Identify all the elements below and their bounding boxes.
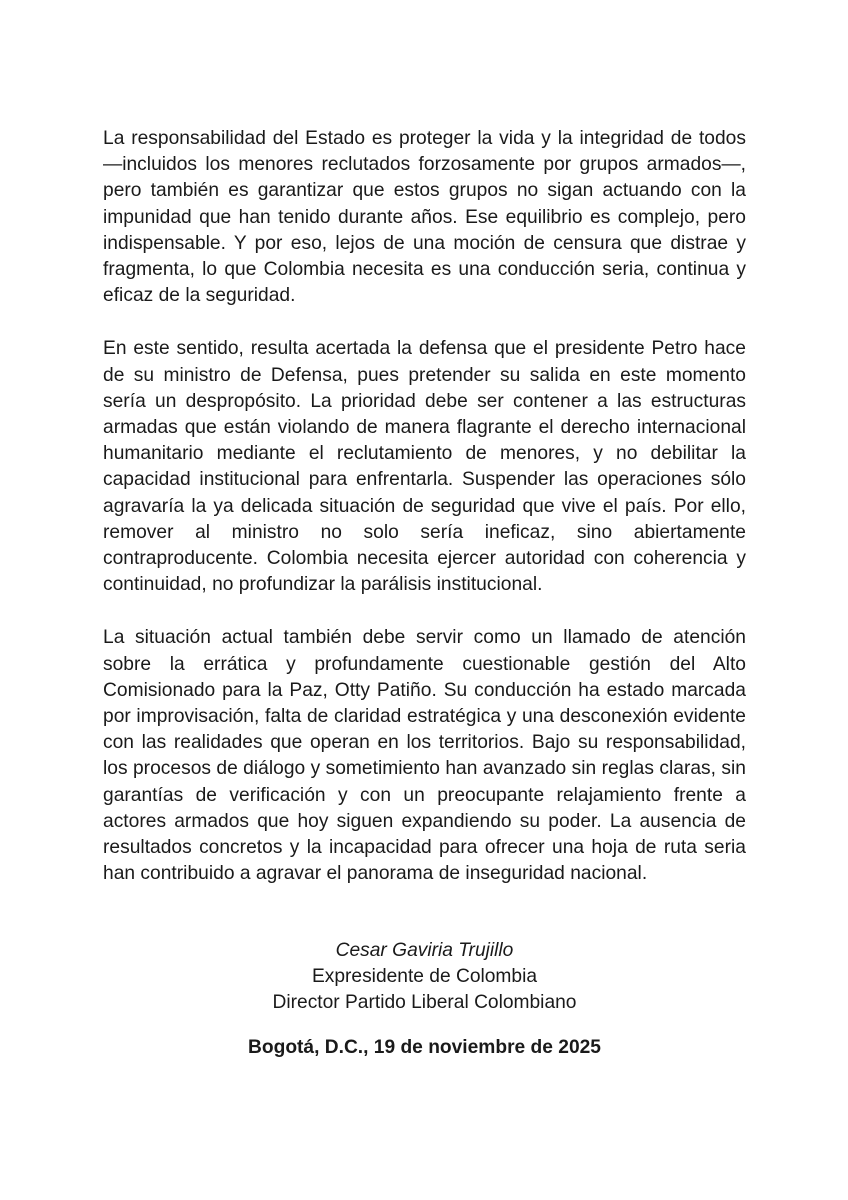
place-and-date: Bogotá, D.C., 19 de noviembre de 2025 bbox=[248, 1037, 601, 1058]
document-body bbox=[103, 126, 746, 914]
paragraph-3: La situación actual también debe servir como un llamado de atención sobre la errática y profundamente cuestionable gestión del Alto Comisionado para la Paz, Otty Patiño. Su conducción ha estado marcada por improvisación, falta de claridad estratégica y una desconexión evidente con las realidades que operan en los territorios. Bajo su responsabilidad, los procesos de diálogo y sometimiento han avanzado sin reglas claras, sin garantías de verificación y con un preocupante relajamiento frente a actores armados que hoy siguen expandiendo su poder. La ausencia de resultados concretos y la incapacidad para ofrecer una hoja de ruta seria han contribuido a agravar el panorama de inseguridad nacional. bbox=[103, 627, 746, 885]
paragraph-2: En este sentido, resulta acertada la defensa que el presidente Petro hace de su ministro de Defensa, pues pretender su salida en este momento sería un despropósito. La prioridad debe ser contener a las estructuras armadas que están violando de manera flagrante el derecho internacional humanitario mediante el reclutamiento de menores, y no debilitar la capacidad institucional para enfrentarla. Suspender las operaciones sólo agravaría la ya delicada situación de seguridad que vive el país. Por ello, remover al ministro no solo sería ineficaz, sino abiertamente contraproducente. Colombia necesita ejercer autoridad con coherencia y continuidad, no profundizar la parálisis institucional. bbox=[103, 338, 746, 596]
signature-title-1: Expresidente de Colombia bbox=[311, 966, 538, 988]
signature-block bbox=[103, 938, 746, 1017]
signature-title-2: Director Partido Liberal Colombiano bbox=[272, 992, 577, 1014]
signature-name: Cesar Gaviria Trujillo bbox=[335, 940, 514, 961]
paragraph-1: La responsabilidad del Estado es proteger la vida y la integridad de todos —incluidos los menores reclutados forzosamente por grupos armados—, pero también es garantizar que estos grupos no sigan actuando con la impunidad que han tenido durante años. Ese equilibrio es complejo, pero indispensable. Y por eso, lejos de una moción de censura que distrae y fragmenta, lo que Colombia necesita es una conducción seria, continua y eficaz de la seguridad. bbox=[103, 128, 746, 307]
